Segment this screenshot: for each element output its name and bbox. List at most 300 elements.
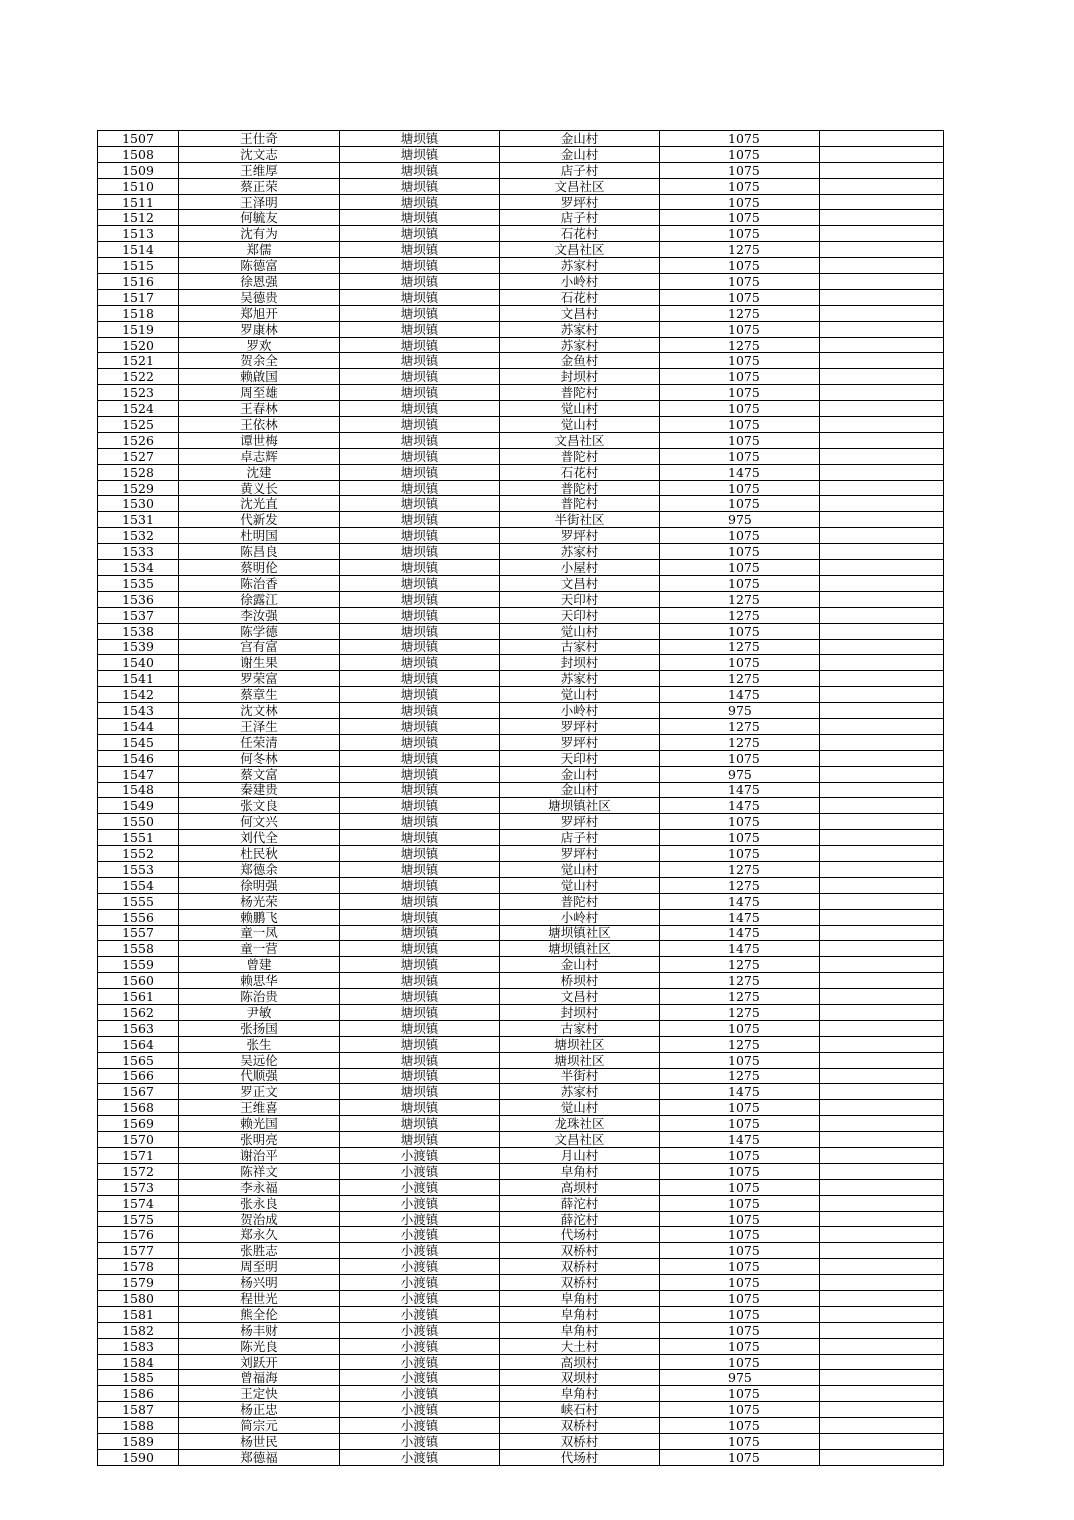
village-cell: 小岭村 [500, 703, 660, 719]
table-row [98, 1100, 944, 1116]
village-cell: 店子村 [500, 210, 660, 226]
village-cell: 金鱼村 [500, 353, 660, 369]
town-cell: 塘坝镇 [340, 131, 500, 147]
serial-number-cell: 1530 [98, 496, 179, 512]
town-cell: 小渡镇 [340, 1195, 500, 1211]
empty-cell [820, 703, 944, 719]
serial-number-cell: 1525 [98, 417, 179, 433]
serial-number-cell: 1560 [98, 973, 179, 989]
amount-cell: 1075 [660, 289, 820, 305]
town-cell: 塘坝镇 [340, 607, 500, 623]
serial-number-cell: 1542 [98, 687, 179, 703]
name-cell: 郑德福 [179, 1449, 340, 1465]
table-row [98, 814, 944, 830]
empty-cell [820, 575, 944, 591]
empty-cell [820, 973, 944, 989]
serial-number-cell: 1513 [98, 226, 179, 242]
name-cell: 吴德贵 [179, 289, 340, 305]
empty-cell [820, 512, 944, 528]
amount-cell: 1075 [660, 1386, 820, 1402]
empty-cell [820, 941, 944, 957]
name-cell: 郑旭开 [179, 305, 340, 321]
village-cell: 普陀村 [500, 385, 660, 401]
table-row [98, 877, 944, 893]
amount-cell: 1275 [660, 877, 820, 893]
town-cell: 塘坝镇 [340, 957, 500, 973]
name-cell: 杜明国 [179, 528, 340, 544]
village-cell: 文昌村 [500, 305, 660, 321]
town-cell: 塘坝镇 [340, 591, 500, 607]
town-cell: 塘坝镇 [340, 258, 500, 274]
empty-cell [820, 1132, 944, 1148]
name-cell: 王维喜 [179, 1100, 340, 1116]
village-cell: 双桥村 [500, 1418, 660, 1434]
empty-cell [820, 210, 944, 226]
serial-number-cell: 1516 [98, 274, 179, 290]
serial-number-cell: 1549 [98, 798, 179, 814]
amount-cell: 1075 [660, 1116, 820, 1132]
name-cell: 杨兴明 [179, 1275, 340, 1291]
village-cell: 文昌社区 [500, 242, 660, 258]
table-row [98, 1132, 944, 1148]
serial-number-cell: 1547 [98, 766, 179, 782]
town-cell: 塘坝镇 [340, 846, 500, 862]
town-cell: 塘坝镇 [340, 575, 500, 591]
amount-cell: 1075 [660, 194, 820, 210]
village-cell: 罗坪村 [500, 734, 660, 750]
name-cell: 吴远伦 [179, 1052, 340, 1068]
town-cell: 小渡镇 [340, 1418, 500, 1434]
table-row [98, 798, 944, 814]
table-row [98, 337, 944, 353]
town-cell: 小渡镇 [340, 1163, 500, 1179]
village-cell: 罗坪村 [500, 846, 660, 862]
amount-cell: 1475 [660, 782, 820, 798]
amount-cell: 1475 [660, 1132, 820, 1148]
empty-cell [820, 1386, 944, 1402]
empty-cell [820, 655, 944, 671]
name-cell: 陈光良 [179, 1338, 340, 1354]
serial-number-cell: 1509 [98, 162, 179, 178]
empty-cell [820, 830, 944, 846]
town-cell: 小渡镇 [340, 1243, 500, 1259]
serial-number-cell: 1536 [98, 591, 179, 607]
name-cell: 李汝强 [179, 607, 340, 623]
table-row [98, 1259, 944, 1275]
serial-number-cell: 1517 [98, 289, 179, 305]
village-cell: 塘坝镇社区 [500, 925, 660, 941]
name-cell: 张扬国 [179, 1020, 340, 1036]
empty-cell [820, 1211, 944, 1227]
town-cell: 塘坝镇 [340, 1020, 500, 1036]
village-cell: 皁角村 [500, 1306, 660, 1322]
empty-cell [820, 1100, 944, 1116]
town-cell: 塘坝镇 [340, 146, 500, 162]
empty-cell [820, 687, 944, 703]
village-cell: 双桥村 [500, 1275, 660, 1291]
name-cell: 徐露江 [179, 591, 340, 607]
table-row [98, 1084, 944, 1100]
village-cell: 觉山村 [500, 401, 660, 417]
table-row [98, 1275, 944, 1291]
serial-number-cell: 1518 [98, 305, 179, 321]
amount-cell: 1075 [660, 1354, 820, 1370]
serial-number-cell: 1515 [98, 258, 179, 274]
village-cell: 桥坝村 [500, 973, 660, 989]
empty-cell [820, 1402, 944, 1418]
table-row [98, 1449, 944, 1465]
empty-cell [820, 893, 944, 909]
empty-cell [820, 337, 944, 353]
village-cell: 皁角村 [500, 1386, 660, 1402]
name-cell: 谢生果 [179, 655, 340, 671]
town-cell: 塘坝镇 [340, 1004, 500, 1020]
village-cell: 半街社区 [500, 512, 660, 528]
town-cell: 塘坝镇 [340, 639, 500, 655]
table-row [98, 131, 944, 147]
town-cell: 小渡镇 [340, 1275, 500, 1291]
amount-cell: 1275 [660, 957, 820, 973]
table-row [98, 623, 944, 639]
village-cell: 皁角村 [500, 1291, 660, 1307]
amount-cell: 1075 [660, 1275, 820, 1291]
empty-cell [820, 385, 944, 401]
empty-cell [820, 591, 944, 607]
village-cell: 文昌社区 [500, 432, 660, 448]
name-cell: 罗正文 [179, 1084, 340, 1100]
name-cell: 曾建 [179, 957, 340, 973]
town-cell: 小渡镇 [340, 1211, 500, 1227]
table-row [98, 162, 944, 178]
name-cell: 张明亮 [179, 1132, 340, 1148]
town-cell: 小渡镇 [340, 1322, 500, 1338]
village-cell: 古家村 [500, 639, 660, 655]
village-cell: 苏家村 [500, 258, 660, 274]
town-cell: 塘坝镇 [340, 718, 500, 734]
name-cell: 沈文志 [179, 146, 340, 162]
name-cell: 蔡明伦 [179, 560, 340, 576]
table-row [98, 687, 944, 703]
serial-number-cell: 1580 [98, 1291, 179, 1307]
empty-cell [820, 623, 944, 639]
town-cell: 塘坝镇 [340, 353, 500, 369]
serial-number-cell: 1567 [98, 1084, 179, 1100]
amount-cell: 1075 [660, 830, 820, 846]
empty-cell [820, 162, 944, 178]
serial-number-cell: 1523 [98, 385, 179, 401]
serial-number-cell: 1570 [98, 1132, 179, 1148]
village-cell: 文昌村 [500, 989, 660, 1005]
village-cell: 双桥村 [500, 1434, 660, 1450]
table-row [98, 909, 944, 925]
amount-cell: 975 [660, 766, 820, 782]
table-row [98, 305, 944, 321]
amount-cell: 1075 [660, 417, 820, 433]
amount-cell: 1075 [660, 448, 820, 464]
data-table [97, 130, 944, 1466]
empty-cell [820, 1306, 944, 1322]
amount-cell: 1075 [660, 814, 820, 830]
village-cell: 皁角村 [500, 1322, 660, 1338]
serial-number-cell: 1520 [98, 337, 179, 353]
name-cell: 宫有富 [179, 639, 340, 655]
village-cell: 塘坝社区 [500, 1036, 660, 1052]
amount-cell: 1475 [660, 893, 820, 909]
table-row [98, 1020, 944, 1036]
empty-cell [820, 1163, 944, 1179]
serial-number-cell: 1578 [98, 1259, 179, 1275]
table-row [98, 178, 944, 194]
name-cell: 郑永久 [179, 1227, 340, 1243]
serial-number-cell: 1512 [98, 210, 179, 226]
name-cell: 何文兴 [179, 814, 340, 830]
amount-cell: 1075 [660, 1434, 820, 1450]
table-row [98, 321, 944, 337]
amount-cell: 1475 [660, 1084, 820, 1100]
serial-number-cell: 1552 [98, 846, 179, 862]
amount-cell: 1275 [660, 861, 820, 877]
amount-cell: 1075 [660, 1148, 820, 1164]
village-cell: 月山村 [500, 1148, 660, 1164]
serial-number-cell: 1557 [98, 925, 179, 941]
empty-cell [820, 750, 944, 766]
town-cell: 塘坝镇 [340, 385, 500, 401]
name-cell: 沈光直 [179, 496, 340, 512]
table-row [98, 544, 944, 560]
name-cell: 罗荣富 [179, 671, 340, 687]
village-cell: 金山村 [500, 782, 660, 798]
amount-cell: 1075 [660, 1322, 820, 1338]
serial-number-cell: 1576 [98, 1227, 179, 1243]
village-cell: 罗坪村 [500, 814, 660, 830]
town-cell: 小渡镇 [340, 1386, 500, 1402]
amount-cell: 1075 [660, 1402, 820, 1418]
village-cell: 金山村 [500, 766, 660, 782]
name-cell: 陈祥文 [179, 1163, 340, 1179]
empty-cell [820, 1338, 944, 1354]
amount-cell: 1075 [660, 353, 820, 369]
serial-number-cell: 1579 [98, 1275, 179, 1291]
empty-cell [820, 544, 944, 560]
table-row [98, 575, 944, 591]
amount-cell: 1275 [660, 1004, 820, 1020]
town-cell: 塘坝镇 [340, 671, 500, 687]
amount-cell: 1075 [660, 1243, 820, 1259]
table-row [98, 830, 944, 846]
serial-number-cell: 1584 [98, 1354, 179, 1370]
empty-cell [820, 1052, 944, 1068]
amount-cell: 1075 [660, 321, 820, 337]
amount-cell: 1075 [660, 1338, 820, 1354]
serial-number-cell: 1568 [98, 1100, 179, 1116]
name-cell: 沈建 [179, 464, 340, 480]
name-cell: 黄义长 [179, 480, 340, 496]
village-cell: 苏家村 [500, 1084, 660, 1100]
village-cell: 店子村 [500, 162, 660, 178]
table-row [98, 1036, 944, 1052]
town-cell: 塘坝镇 [340, 528, 500, 544]
table-row [98, 734, 944, 750]
name-cell: 杨光荣 [179, 893, 340, 909]
town-cell: 塘坝镇 [340, 369, 500, 385]
village-cell: 塘坝镇社区 [500, 941, 660, 957]
empty-cell [820, 1259, 944, 1275]
town-cell: 小渡镇 [340, 1370, 500, 1386]
name-cell: 张永良 [179, 1195, 340, 1211]
serial-number-cell: 1588 [98, 1418, 179, 1434]
town-cell: 塘坝镇 [340, 242, 500, 258]
name-cell: 蔡文富 [179, 766, 340, 782]
amount-cell: 1075 [660, 846, 820, 862]
table-row [98, 1179, 944, 1195]
village-cell: 小岭村 [500, 274, 660, 290]
town-cell: 塘坝镇 [340, 194, 500, 210]
town-cell: 塘坝镇 [340, 210, 500, 226]
town-cell: 塘坝镇 [340, 909, 500, 925]
empty-cell [820, 321, 944, 337]
village-cell: 罗坪村 [500, 528, 660, 544]
empty-cell [820, 1434, 944, 1450]
amount-cell: 1075 [660, 623, 820, 639]
serial-number-cell: 1553 [98, 861, 179, 877]
table-row [98, 1195, 944, 1211]
empty-cell [820, 1370, 944, 1386]
empty-cell [820, 528, 944, 544]
empty-cell [820, 258, 944, 274]
empty-cell [820, 1354, 944, 1370]
village-cell: 觉山村 [500, 861, 660, 877]
amount-cell: 1075 [660, 1418, 820, 1434]
amount-cell: 1075 [660, 226, 820, 242]
amount-cell: 1075 [660, 131, 820, 147]
amount-cell: 1075 [660, 162, 820, 178]
serial-number-cell: 1537 [98, 607, 179, 623]
serial-number-cell: 1546 [98, 750, 179, 766]
serial-number-cell: 1539 [98, 639, 179, 655]
name-cell: 任荣清 [179, 734, 340, 750]
table-row [98, 655, 944, 671]
name-cell: 秦建贵 [179, 782, 340, 798]
table-row [98, 1434, 944, 1450]
amount-cell: 1075 [660, 575, 820, 591]
name-cell: 王定快 [179, 1386, 340, 1402]
serial-number-cell: 1583 [98, 1338, 179, 1354]
serial-number-cell: 1589 [98, 1434, 179, 1450]
amount-cell: 1075 [660, 480, 820, 496]
empty-cell [820, 1036, 944, 1052]
empty-cell [820, 1291, 944, 1307]
village-cell: 古家村 [500, 1020, 660, 1036]
name-cell: 杜民秋 [179, 846, 340, 862]
village-cell: 高坝村 [500, 1354, 660, 1370]
serial-number-cell: 1573 [98, 1179, 179, 1195]
table-row [98, 750, 944, 766]
empty-cell [820, 1322, 944, 1338]
town-cell: 塘坝镇 [340, 814, 500, 830]
village-cell: 店子村 [500, 830, 660, 846]
village-cell: 觉山村 [500, 877, 660, 893]
serial-number-cell: 1586 [98, 1386, 179, 1402]
town-cell: 小渡镇 [340, 1402, 500, 1418]
town-cell: 小渡镇 [340, 1148, 500, 1164]
name-cell: 谢治平 [179, 1148, 340, 1164]
name-cell: 罗康林 [179, 321, 340, 337]
town-cell: 小渡镇 [340, 1449, 500, 1465]
serial-number-cell: 1507 [98, 131, 179, 147]
table-row [98, 353, 944, 369]
table-row [98, 846, 944, 862]
amount-cell: 1075 [660, 401, 820, 417]
village-cell: 薛沱村 [500, 1195, 660, 1211]
table-row [98, 1211, 944, 1227]
empty-cell [820, 305, 944, 321]
village-cell: 代场村 [500, 1449, 660, 1465]
empty-cell [820, 1243, 944, 1259]
town-cell: 塘坝镇 [340, 480, 500, 496]
name-cell: 童一营 [179, 941, 340, 957]
table-row [98, 512, 944, 528]
table-row [98, 1163, 944, 1179]
amount-cell: 1075 [660, 1052, 820, 1068]
name-cell: 童一凤 [179, 925, 340, 941]
village-cell: 觉山村 [500, 687, 660, 703]
town-cell: 塘坝镇 [340, 464, 500, 480]
empty-cell [820, 131, 944, 147]
amount-cell: 1275 [660, 718, 820, 734]
table-row [98, 671, 944, 687]
table-row [98, 639, 944, 655]
village-cell: 封坝村 [500, 369, 660, 385]
table-row [98, 480, 944, 496]
name-cell: 代新发 [179, 512, 340, 528]
village-cell: 苏家村 [500, 544, 660, 560]
name-cell: 王泽明 [179, 194, 340, 210]
empty-cell [820, 242, 944, 258]
town-cell: 塘坝镇 [340, 766, 500, 782]
village-cell: 封坝村 [500, 1004, 660, 1020]
town-cell: 塘坝镇 [340, 703, 500, 719]
table-row [98, 1386, 944, 1402]
empty-cell [820, 496, 944, 512]
table-row [98, 703, 944, 719]
empty-cell [820, 718, 944, 734]
serial-number-cell: 1556 [98, 909, 179, 925]
village-cell: 文昌村 [500, 575, 660, 591]
town-cell: 小渡镇 [340, 1354, 500, 1370]
serial-number-cell: 1538 [98, 623, 179, 639]
serial-number-cell: 1563 [98, 1020, 179, 1036]
empty-cell [820, 909, 944, 925]
village-cell: 天印村 [500, 591, 660, 607]
name-cell: 陈昌良 [179, 544, 340, 560]
name-cell: 谭世梅 [179, 432, 340, 448]
town-cell: 塘坝镇 [340, 1100, 500, 1116]
town-cell: 塘坝镇 [340, 305, 500, 321]
empty-cell [820, 877, 944, 893]
table-row [98, 1322, 944, 1338]
town-cell: 塘坝镇 [340, 861, 500, 877]
table-row [98, 242, 944, 258]
table-row [98, 1291, 944, 1307]
name-cell: 卓志辉 [179, 448, 340, 464]
empty-cell [820, 671, 944, 687]
name-cell: 王泽生 [179, 718, 340, 734]
table-row [98, 1354, 944, 1370]
name-cell: 张文良 [179, 798, 340, 814]
table-row [98, 893, 944, 909]
serial-number-cell: 1550 [98, 814, 179, 830]
amount-cell: 1075 [660, 496, 820, 512]
